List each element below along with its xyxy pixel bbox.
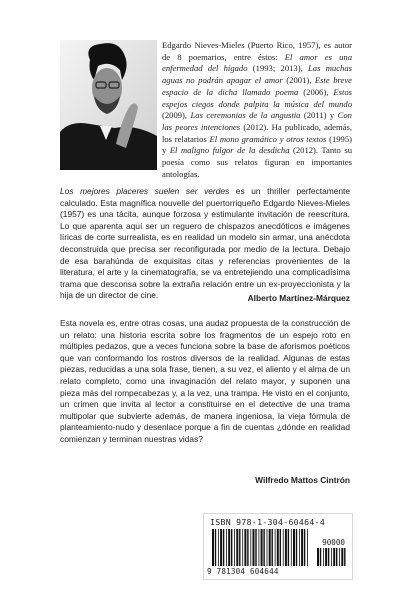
bio-title: Las muchas aguas no podrán apagar el amor xyxy=(162,63,352,86)
ean-right-group: 604644 xyxy=(249,567,279,576)
ean-digits xyxy=(207,567,279,576)
bio-text: (1995) y xyxy=(162,133,352,156)
review-2-text: Esta novela es, entre otras cosas, una audaz propuesta de la construcción de un relato: una historia escrita sobre los fragmentos de un espejo roto en múltiples pedazos, que a veces funciona sobre la base de aforismos poéticos que van conformando los rostros diversos de la realidad. Algunas de estas piezas, reducidas a una sola frase, tienen, a su vez, el aliento y el alma de un relato completo, como una invaginación del relato mayor, y suponen una pieza más del rompecabezas y, a la vez, una trampa. He visto en el conjunto, un crimen que invita al lector a constituirse en el detective de una trama multipolar que subvierte además, de manera ingeniosa, la vieja fórmula de planteamiento-nudo y desenlace porque a fin de cuentas ¿dónde en realidad comienzan y terminan nuestras vidas? xyxy=(60,318,350,444)
bio-text: (2009), xyxy=(162,110,191,121)
bio-text: (2012). Ha publicado, además, los relatarios xyxy=(162,121,352,144)
bio-text: (2006), xyxy=(298,86,334,97)
review-1-signature: Alberto Martínez-Márquez xyxy=(247,293,350,303)
bio-text: (1993; 2013), xyxy=(247,63,309,74)
review-2-signature: Wilfredo Mattos Cintrón xyxy=(255,475,350,485)
bio-title: Este breve espacio de la dicha llamado poema xyxy=(162,75,352,97)
bio-title: El mono gramático y otros textos xyxy=(209,133,327,144)
bio-text: (2001), xyxy=(282,75,315,86)
review-1-text: es un thriller perfectamente calculado. Esta magnífica nouvelle del puertorriqueño Edgardo Nieves-Mieles (1957) es una tácita, aunque forzosa y estimulante invitación de reescritura. Lo que aparenta aquí ser un reguero de chispazos anecdóticos e imágenes líricas de corte surrealista, es en realidad un modelo sin armar, una anécdota deconstruida que precisa ser reconfigurada por medio de la lectura. Debajo de esa barahúnda de exquisitas citas y referencias provenientes de la literatura, el arte y la cinematografía, se va entretejiendo una complicadísima trama que desconsa sobre la extraña relación entre un ex-proyeccionista y la hija de un director de cine. xyxy=(60,186,351,301)
bio-text: (2011) y xyxy=(300,110,338,121)
bio-text: Edgardo Nieves-Mieles (Puerto Rico, 1957), es autor de 8 poemarios, entre éstos: xyxy=(162,40,352,62)
isbn-label: ISBN 978-1-304-60464-4 xyxy=(210,517,326,527)
bio-title: Estos espejos ciegos donde palpita la música del mundo xyxy=(162,86,352,109)
book-title: Los mejores placeres suelen ser verdes xyxy=(60,186,230,196)
author-bio xyxy=(162,40,352,180)
bio-title: El amor es una enfermedad del hígado xyxy=(162,51,352,74)
ean-first-digit: 9 xyxy=(207,567,212,576)
ean-left-group: 781304 xyxy=(216,567,246,576)
bio-title: Con las peores intenciones xyxy=(162,110,352,132)
price-code: 90000 xyxy=(322,538,345,547)
review-2 xyxy=(60,318,350,446)
bio-text: (2012). Tanto su poesía como sus relatos figuran en importantes antologías. xyxy=(162,145,353,179)
bio-title: Las ceremonias de la angustia xyxy=(190,110,301,121)
author-photo xyxy=(60,40,157,170)
review-1 xyxy=(60,186,350,302)
barcode-block xyxy=(203,513,353,580)
bio-title: El maligno fulgor de la desdicha xyxy=(169,145,290,156)
